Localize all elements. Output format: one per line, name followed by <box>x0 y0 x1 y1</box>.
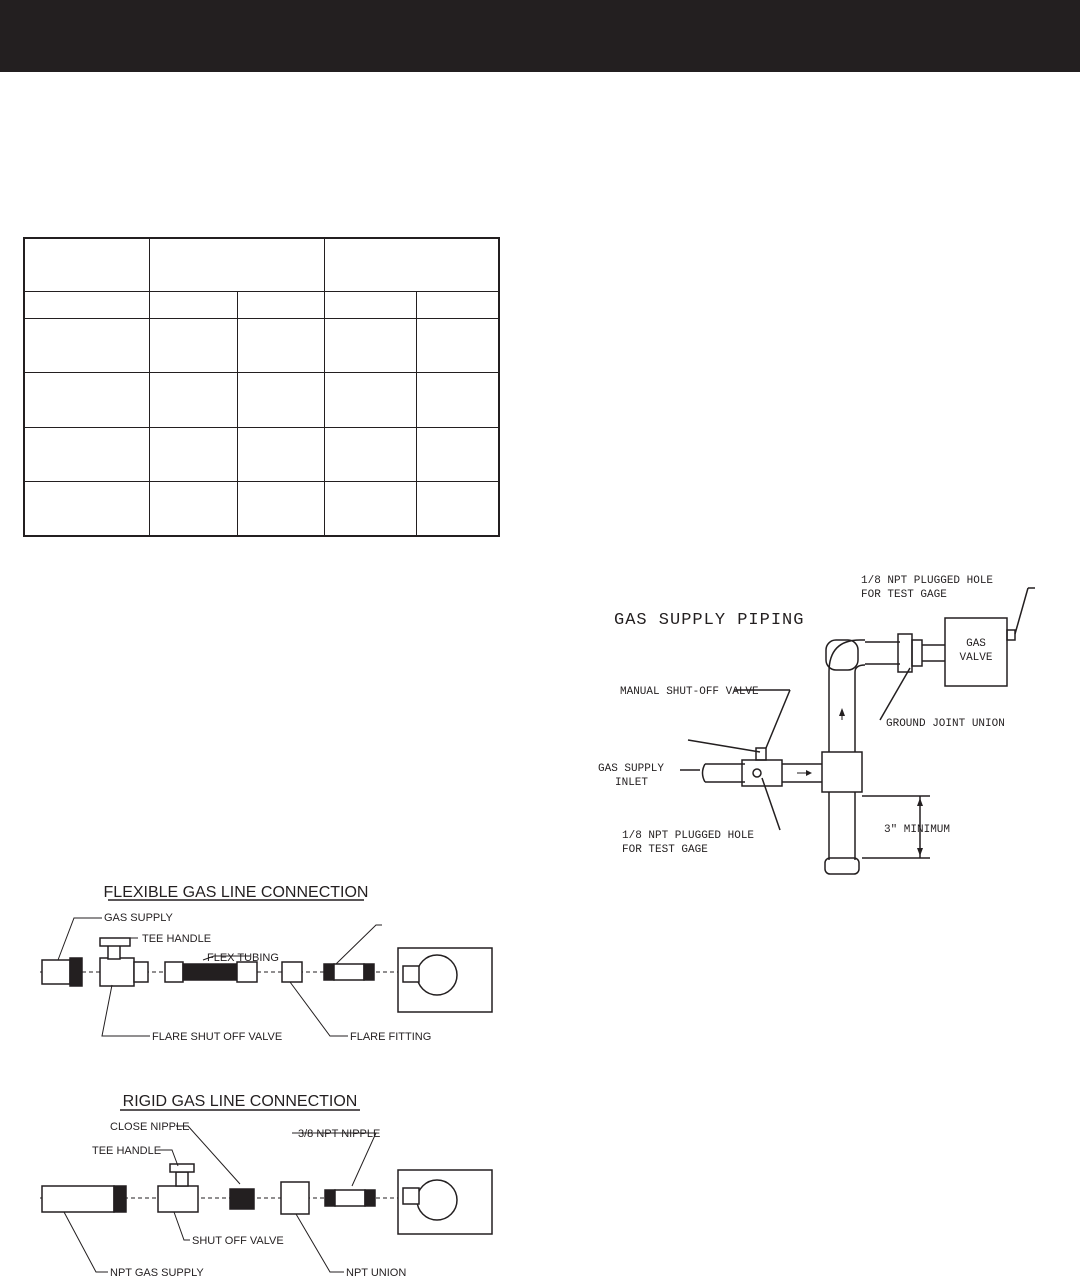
table-cell <box>149 319 237 373</box>
flexible-title: FLEXIBLE GAS LINE CONNECTION <box>103 884 369 901</box>
rigid-connection-diagram <box>30 1085 500 1278</box>
table-cell <box>149 373 237 427</box>
table-cell <box>149 481 237 536</box>
plugged-hole-top-2: FOR TEST GAGE <box>861 589 947 601</box>
table-header-cell <box>24 238 149 292</box>
rigid-tee-handle-label: TEE HANDLE <box>92 1145 162 1157</box>
table-cell <box>324 481 416 536</box>
table-row <box>24 373 499 427</box>
table-header-row <box>24 238 499 292</box>
table-cell <box>24 319 149 373</box>
flare-fitting-label: FLARE FITTING <box>350 1031 432 1043</box>
table-cell <box>237 481 324 536</box>
gas-valve-label-1: GAS <box>966 638 986 650</box>
table-cell <box>324 427 416 481</box>
npt-union-label: NPT UNION <box>346 1267 407 1278</box>
table-cell <box>149 292 237 319</box>
gas-supply-inlet-1: GAS SUPPLY <box>598 763 665 775</box>
close-nipple-label: CLOSE NIPPLE <box>110 1121 190 1133</box>
table-row <box>24 319 499 373</box>
table-cell <box>416 292 499 319</box>
table-cell <box>324 373 416 427</box>
gas-supply-inlet-2: INLET <box>615 777 649 789</box>
shut-off-valve-label: SHUT OFF VALVE <box>192 1235 284 1247</box>
tee-handle-label: TEE HANDLE <box>142 933 212 945</box>
table-row <box>24 427 499 481</box>
manual-shut-off-label: MANUAL SHUT-OFF VALVE <box>620 686 759 698</box>
table-cell <box>149 427 237 481</box>
table-cell <box>24 373 149 427</box>
flexible-connection-diagram <box>30 875 500 1055</box>
table-cell <box>24 481 149 536</box>
table-row <box>24 481 499 536</box>
plugged-hole-top-1: 1/8 NPT PLUGGED HOLE <box>861 575 994 587</box>
table-cell <box>24 292 149 319</box>
table-header-cell <box>149 238 324 292</box>
rigid-title: RIGID GAS LINE CONNECTION <box>122 1093 358 1110</box>
table-cell <box>416 373 499 427</box>
header-bar <box>0 0 1080 72</box>
gas-supply-piping-diagram <box>590 565 1050 885</box>
plugged-hole-bottom-1: 1/8 NPT PLUGGED HOLE <box>622 830 755 842</box>
table-cell <box>416 319 499 373</box>
table-subheader-row <box>24 292 499 319</box>
table-cell <box>24 427 149 481</box>
table-cell <box>237 319 324 373</box>
flex-tubing-label: FLEX TUBING <box>207 952 279 964</box>
table-cell <box>237 292 324 319</box>
gas-valve-label-2: VALVE <box>959 652 993 664</box>
table-cell <box>324 292 416 319</box>
table-header-cell <box>324 238 499 292</box>
table-cell <box>416 481 499 536</box>
spec-table <box>23 237 500 537</box>
table-cell <box>237 427 324 481</box>
table-cell <box>416 427 499 481</box>
piping-title: GAS SUPPLY PIPING <box>614 611 805 630</box>
npt-gas-supply-label: NPT GAS SUPPLY <box>110 1267 204 1278</box>
minimum-label: 3" MINIMUM <box>884 824 951 836</box>
plugged-hole-bottom-2: FOR TEST GAGE <box>622 844 708 856</box>
table-cell <box>324 319 416 373</box>
gas-supply-label: GAS SUPPLY <box>104 912 173 924</box>
table-cell <box>237 373 324 427</box>
npt-nipple-label: 3/8 NPT NIPPLE <box>298 1128 381 1140</box>
ground-joint-union-label: GROUND JOINT UNION <box>886 718 1005 730</box>
flare-shut-off-valve-label: FLARE SHUT OFF VALVE <box>152 1031 283 1043</box>
